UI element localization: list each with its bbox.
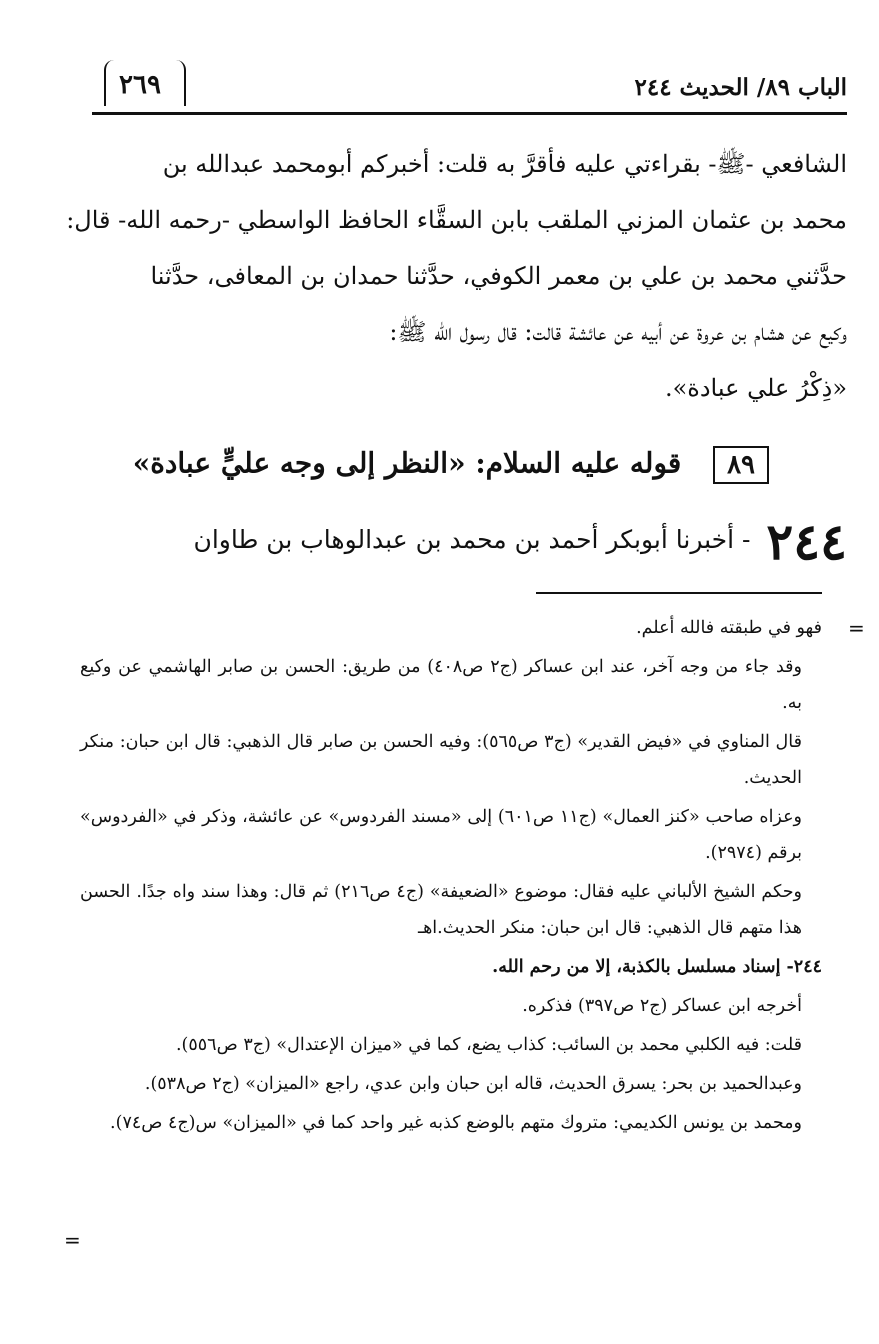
footnote-heading: ٢٤٤- إسناد مسلسل بالكذبة، إلا من رحم الله. xyxy=(492,957,822,977)
hadith-number: ٢٤٤ xyxy=(766,512,847,571)
footnote-paragraph: وقد جاء من وجه آخر، عند ابن عساكر (ج٢ ص٤٠٨) من طريق: الحسن بن صابر الهاشمي عن وكيع به. xyxy=(80,657,802,713)
main-text-line: محمد بن عثمان المزني الملقب بابن السقَّاء الحافظ الواسطي -رحمه الله- قال: xyxy=(66,206,847,234)
header-rule xyxy=(92,112,847,115)
main-text-line: وكيع عن هشام بن عروة عن أبيه عن عائشة قالت: قال رسول الله ﷺ: xyxy=(389,318,847,346)
footnotes xyxy=(80,610,822,1144)
footnote-continues-mark: = xyxy=(64,1228,81,1252)
main-text-line: حدَّثني محمد بن علي بن معمر الكوفي، حدَّثنا حمدان بن المعافى، حدَّثنا xyxy=(150,262,847,290)
footnote-paragraph: وعبدالحميد بن بحر: يسرق الحديث، قاله ابن حبان وابن عدي، راجع «الميزان» (ج٢ ص٥٣٨). xyxy=(144,1074,802,1094)
footnote-paragraph: قال المناوي في «فيض القدير» (ج٣ ص٥٦٥): وفيه الحسن بن صابر قال الذهبي: قال ابن حبان: منكر الحديث. xyxy=(80,732,802,788)
hadith-opening xyxy=(60,512,847,582)
footnote-paragraph: أخرجه ابن عساكر (ج٢ ص٣٩٧) فذكره. xyxy=(522,996,802,1016)
running-header-title: الباب ٨٩/ الحديث ٢٤٤ xyxy=(634,74,847,101)
main-text-line: «ذِكْرُ علي عبادة». xyxy=(664,374,847,402)
footnote-paragraph: ومحمد بن يونس الكديمي: متروك متهم بالوضع كذبه غير واحد كما في «الميزان» س(ج٤ ص٧٤). xyxy=(110,1113,802,1133)
footnote-paragraph: وحكم الشيخ الألباني عليه فقال: موضوع «الضعيفة» (ج٤ ص٢١٦) ثم قال: وهذا سند واه جدًا. الحسن هذا متهم قال الذهبي: قال ابن حبان: منكر الحديث.اهـ xyxy=(80,882,802,938)
page-number: ٢٦٩ xyxy=(119,70,161,100)
footnote-paragraph: وعزاه صاحب «كنز العمال» (ج١١ ص٦٠١) إلى «مسند الفردوس» عن عائشة، وذكر في «الفردوس» برقم (٢٩٧٤). xyxy=(80,807,802,863)
chapter-title: قوله عليه السلام: «النظر إلى وجه عليٍّ عبادة» xyxy=(132,446,682,480)
footnote-paragraph: قلت: فيه الكلبي محمد بن السائب: كذاب يضع، كما في «ميزان الإعتدال» (ج٣ ص٥٥٦). xyxy=(175,1035,802,1055)
footnote-paragraph: فهو في طبقته فالله أعلم. xyxy=(636,618,822,638)
footnote-rule xyxy=(536,592,822,594)
main-text xyxy=(50,136,847,416)
main-text-line: الشافعي -ﷺ- بقراءتي عليه فأقرَّ به قلت: أخبركم أبومحمد عبدالله بن xyxy=(162,150,847,178)
footnote-continued-mark: = xyxy=(848,616,865,640)
chapter-heading xyxy=(132,446,769,490)
chapter-number: ٨٩ xyxy=(713,446,769,484)
hadith-text: - أخبرنا أبوبكر أحمد بن محمد بن عبدالوهاب بن طاوان xyxy=(193,525,751,554)
